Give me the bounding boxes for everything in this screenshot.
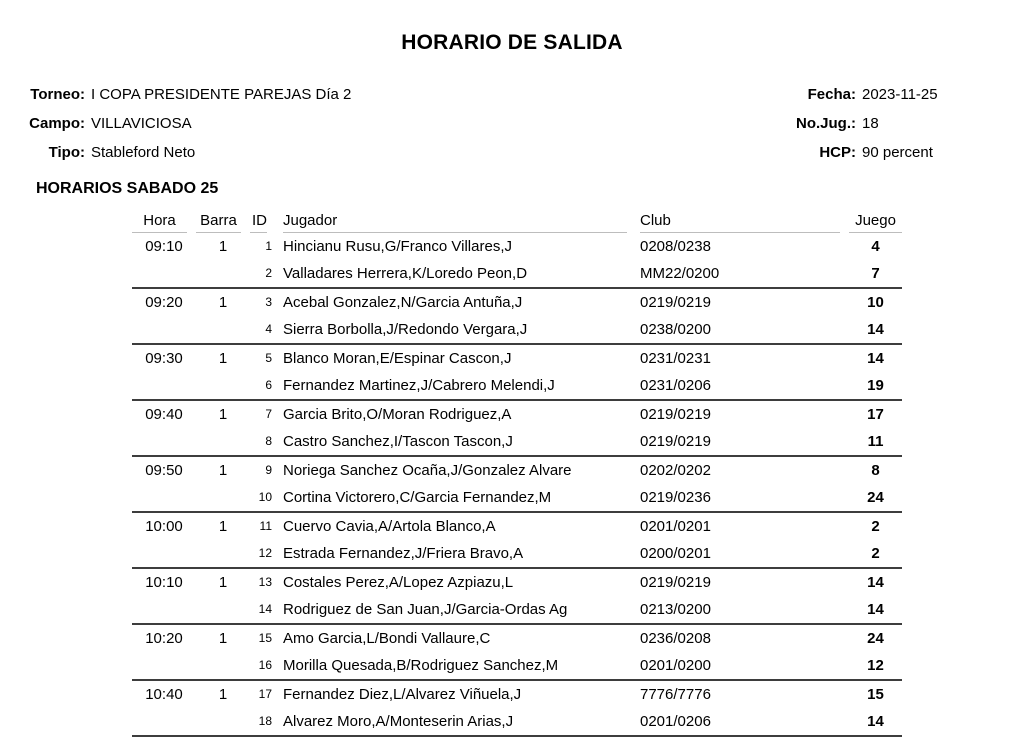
tee-time-group	[132, 233, 902, 289]
cell-jugador: Fernandez Martinez,J/Cabrero Melendi,J	[283, 377, 555, 394]
cell-barra: 1	[218, 294, 228, 311]
cell-club: 0219/0236	[640, 489, 711, 506]
cell-juego: 2	[871, 545, 880, 562]
torneo-label: Torneo:	[30, 86, 85, 103]
table-row	[132, 652, 902, 679]
tee-time-group	[132, 513, 902, 569]
cell-hora: 09:20	[145, 294, 183, 311]
meta-right-block	[774, 80, 978, 167]
column-header-id: ID	[250, 211, 276, 233]
hcp-value: 90 percent	[862, 144, 933, 161]
cell-club: 0201/0206	[640, 713, 711, 730]
cell-id: 18	[258, 714, 272, 728]
cell-club: 0219/0219	[640, 433, 711, 450]
tipo-value: Stableford Neto	[91, 144, 196, 161]
cell-juego: 4	[871, 238, 880, 255]
column-header-juego: Juego	[849, 211, 902, 233]
meta-nojug	[774, 109, 978, 138]
tipo-label: Tipo:	[48, 144, 85, 161]
tee-time-group	[132, 625, 902, 681]
cell-juego: 2	[871, 518, 880, 535]
cell-id: 10	[258, 490, 272, 504]
cell-hora: 09:40	[145, 406, 183, 423]
table-row	[132, 316, 902, 343]
nojug-value: 18	[862, 115, 879, 132]
cell-id: 3	[265, 295, 272, 309]
column-header-jugador: Jugador	[276, 211, 636, 233]
page-title: HORARIO DE SALIDA	[401, 31, 623, 54]
meta-tipo	[13, 138, 351, 167]
cell-club: MM22/0200	[640, 265, 720, 282]
cell-hora: 10:00	[145, 518, 183, 535]
cell-id: 2	[265, 266, 272, 280]
cell-barra: 1	[218, 406, 228, 423]
meta-hcp	[774, 138, 978, 167]
cell-club: 0201/0201	[640, 518, 711, 535]
fecha-label: Fecha:	[807, 86, 856, 103]
table-row	[132, 289, 902, 316]
cell-juego: 14	[867, 713, 884, 730]
cell-jugador: Rodriguez de San Juan,J/Garcia-Ordas Ag	[283, 601, 568, 618]
table-row	[132, 372, 902, 399]
cell-club: 0219/0219	[640, 294, 711, 311]
cell-juego: 14	[867, 350, 884, 367]
cell-jugador: Costales Perez,A/Lopez Azpiazu,L	[283, 574, 514, 591]
cell-juego: 14	[867, 321, 884, 338]
cell-id: 17	[258, 687, 272, 701]
table-row	[132, 260, 902, 287]
cell-club: 0208/0238	[640, 238, 711, 255]
torneo-value: I COPA PRESIDENTE PAREJAS Día 2	[91, 86, 352, 103]
cell-hora: 10:40	[145, 686, 183, 703]
cell-jugador: Sierra Borbolla,J/Redondo Vergara,J	[283, 321, 528, 338]
tee-time-group	[132, 569, 902, 625]
campo-label: Campo:	[29, 115, 85, 132]
cell-id: 5	[265, 351, 272, 365]
column-header-hora: Hora	[132, 211, 196, 233]
cell-club: 0236/0208	[640, 630, 711, 647]
section-heading: HORARIOS SABADO 25	[36, 180, 219, 197]
cell-id: 14	[258, 602, 272, 616]
cell-juego: 7	[871, 265, 880, 282]
tee-time-group	[132, 457, 902, 513]
cell-id: 9	[265, 463, 272, 477]
table-row	[132, 625, 902, 652]
cell-jugador: Cortina Victorero,C/Garcia Fernandez,M	[283, 489, 552, 506]
nojug-label: No.Jug.:	[796, 115, 856, 132]
column-header-club: Club	[636, 211, 849, 233]
tee-time-group	[132, 289, 902, 345]
cell-jugador: Alvarez Moro,A/Monteserin Arias,J	[283, 713, 514, 730]
cell-club: 0231/0206	[640, 377, 711, 394]
cell-hora: 10:20	[145, 630, 183, 647]
column-header-barra: Barra	[196, 211, 250, 233]
hcp-label: HCP:	[819, 144, 856, 161]
cell-barra: 1	[218, 238, 228, 255]
cell-club: 0231/0231	[640, 350, 711, 367]
cell-jugador: Valladares Herrera,K/Loredo Peon,D	[283, 265, 528, 282]
cell-barra: 1	[218, 518, 228, 535]
cell-jugador: Acebal Gonzalez,N/Garcia Antuña,J	[283, 294, 523, 311]
table-row	[132, 457, 902, 484]
cell-barra: 1	[218, 686, 228, 703]
cell-barra: 1	[218, 350, 228, 367]
table-row	[132, 596, 902, 623]
cell-jugador: Amo Garcia,L/Bondi Vallaure,C	[283, 630, 491, 647]
tee-time-group	[132, 345, 902, 401]
cell-juego: 8	[871, 462, 880, 479]
tournament-meta	[0, 80, 1024, 167]
tee-time-group	[132, 401, 902, 457]
campo-value: VILLAVICIOSA	[91, 115, 192, 132]
tee-time-table	[132, 211, 902, 737]
cell-barra: 1	[218, 462, 228, 479]
cell-id: 4	[265, 322, 272, 336]
cell-juego: 11	[867, 433, 884, 450]
cell-id: 1	[265, 239, 272, 253]
cell-id: 16	[258, 658, 272, 672]
cell-juego: 12	[867, 657, 884, 674]
cell-id: 12	[258, 546, 272, 560]
cell-club: 0238/0200	[640, 321, 711, 338]
fecha-value: 2023-11-25	[862, 86, 938, 103]
cell-jugador: Hincianu Rusu,G/Franco Villares,J	[283, 238, 512, 255]
cell-juego: 24	[867, 489, 884, 506]
table-row	[132, 569, 902, 596]
cell-club: 0202/0202	[640, 462, 711, 479]
cell-jugador: Cuervo Cavia,A/Artola Blanco,A	[283, 518, 496, 535]
table-row	[132, 233, 902, 260]
cell-id: 6	[265, 378, 272, 392]
cell-jugador: Garcia Brito,O/Moran Rodriguez,A	[283, 406, 512, 423]
cell-jugador: Blanco Moran,E/Espinar Cascon,J	[283, 350, 512, 367]
cell-barra: 1	[218, 574, 228, 591]
cell-id: 8	[265, 434, 272, 448]
table-body	[132, 233, 902, 737]
cell-hora: 09:30	[145, 350, 183, 367]
cell-barra: 1	[218, 630, 228, 647]
cell-jugador: Castro Sanchez,I/Tascon Tascon,J	[283, 433, 513, 450]
meta-torneo	[13, 80, 351, 109]
cell-id: 7	[265, 407, 272, 421]
table-row	[132, 708, 902, 735]
cell-juego: 14	[867, 601, 884, 618]
table-row	[132, 401, 902, 428]
table-row	[132, 345, 902, 372]
cell-club: 0213/0200	[640, 601, 711, 618]
meta-campo	[13, 109, 351, 138]
cell-id: 15	[258, 631, 272, 645]
cell-jugador: Morilla Quesada,B/Rodriguez Sanchez,M	[283, 657, 559, 674]
cell-id: 13	[258, 575, 272, 589]
cell-id: 11	[259, 519, 272, 533]
cell-jugador: Fernandez Diez,L/Alvarez Viñuela,J	[283, 686, 522, 703]
meta-left-block	[13, 80, 351, 167]
cell-juego: 14	[867, 574, 884, 591]
table-row	[132, 513, 902, 540]
cell-jugador: Estrada Fernandez,J/Friera Bravo,A	[283, 545, 524, 562]
cell-club: 0219/0219	[640, 574, 711, 591]
cell-juego: 19	[867, 377, 884, 394]
cell-juego: 10	[867, 294, 884, 311]
cell-club: 7776/7776	[640, 686, 711, 703]
cell-juego: 15	[867, 686, 884, 703]
cell-club: 0219/0219	[640, 406, 711, 423]
table-row	[132, 484, 902, 511]
meta-fecha	[774, 80, 978, 109]
cell-hora: 09:10	[145, 238, 183, 255]
cell-jugador: Noriega Sanchez Ocaña,J/Gonzalez Alvare	[283, 462, 572, 479]
table-row	[132, 428, 902, 455]
table-row	[132, 540, 902, 567]
cell-juego: 24	[867, 630, 884, 647]
cell-hora: 10:10	[145, 574, 183, 591]
cell-club: 0200/0201	[640, 545, 711, 562]
table-row	[132, 681, 902, 708]
cell-juego: 17	[867, 406, 884, 423]
cell-hora: 09:50	[145, 462, 183, 479]
table-header-row	[132, 211, 902, 233]
cell-club: 0201/0200	[640, 657, 711, 674]
